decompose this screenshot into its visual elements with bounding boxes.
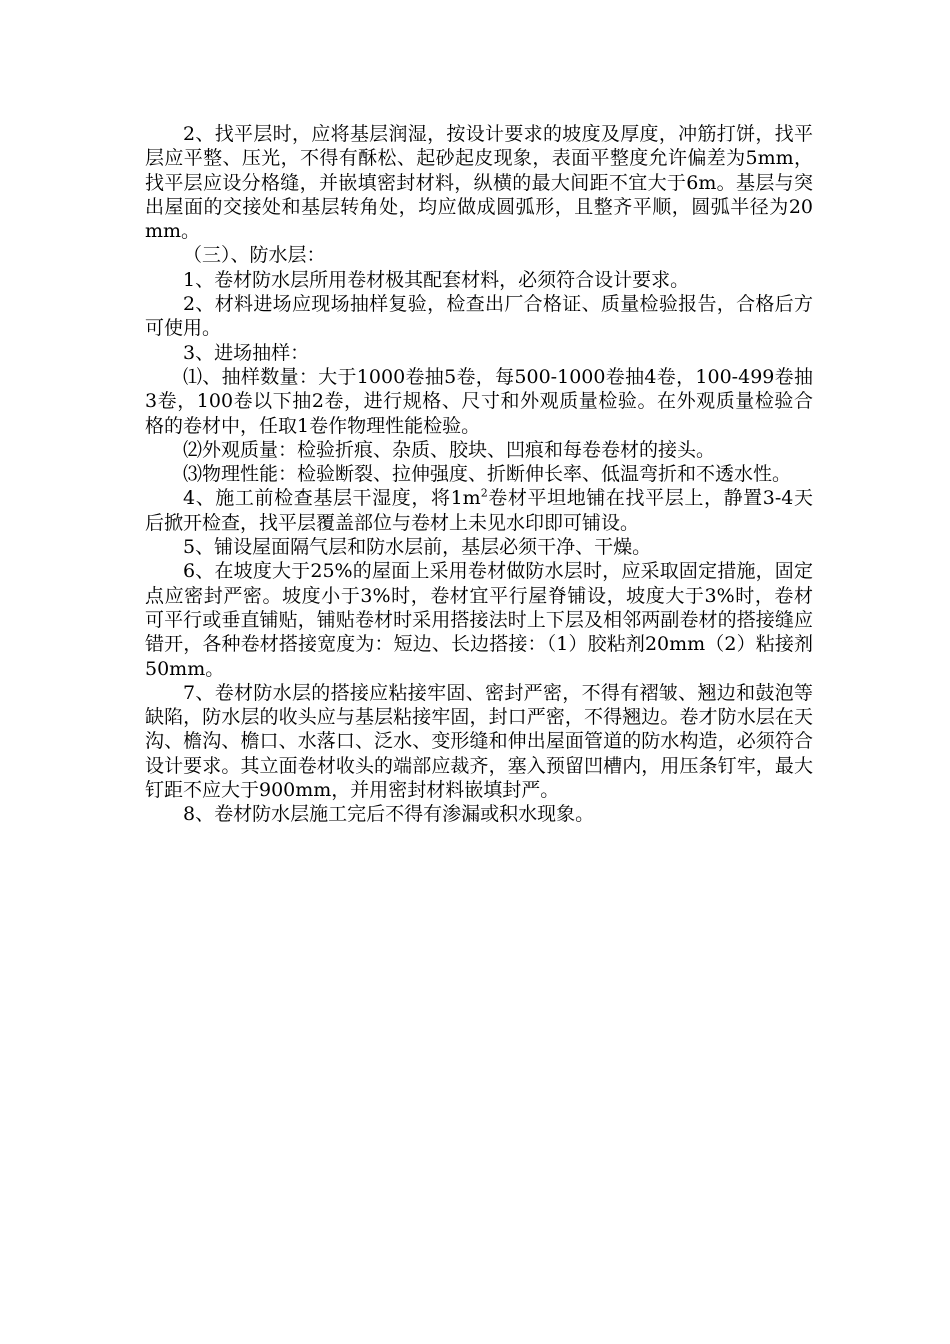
item-4-text-before: 4、施工前检查基层干湿度，将1m <box>183 487 481 510</box>
paragraph-item-1: 1、卷材防水层所用卷材极其配套材料，必须符合设计要求。 <box>183 268 690 291</box>
paragraph-item-4 <box>145 486 813 535</box>
paragraph-item-8: 8、卷材防水层施工完后不得有渗漏或积水现象。 <box>183 803 595 826</box>
superscript-squared: 2 <box>480 487 488 501</box>
item-4-text-after: 卷材平坦地铺在找平层上，静置3-4天后掀开检查，找平层覆盖部位与卷材上未见水印即可铺设。 <box>145 487 813 534</box>
document-page <box>145 122 813 827</box>
paragraph-leveling-layer: 2、找平层时，应将基层润湿，按设计要求的坡度及厚度，冲筋打饼，找平层应平整、压光，不得有酥松、起砂起皮现象，表面平整度允许偏差为5mm，找平层应设分格缝，并嵌填密封材料，纵横的最大间距不宜大于6m。基层与突出屋面的交接处和基层转角处，均应做成圆弧形，且整齐平顺，圆弧半径为20mm。 <box>145 123 813 243</box>
paragraph-item-5: 5、铺设屋面隔气层和防水层前，基层必须干净、干燥。 <box>183 536 652 559</box>
paragraph-item-6: 6、在坡度大于25%的屋面上采用卷材做防水层时，应采取固定措施，固定点应密封严密。坡度小于3%时，卷材宜平行屋脊铺设，坡度大于3%时，卷材可平行或垂直铺贴，铺贴卷材时采用搭接法时上下层及相邻两副卷材的搭接缝应错开，各种卷材搭接宽度为：短边、长边搭接：（1）胶粘剂20mm（2）粘接剂50mm。 <box>145 560 813 680</box>
section-heading-waterproof-layer: （三）、防水层： <box>183 244 326 267</box>
paragraph-item-7: 7、卷材防水层的搭接应粘接牢固、密封严密，不得有褶皱、翘边和鼓泡等缺陷，防水层的收头应与基层粘接牢固，封口严密，不得翘边。卷才防水层在天沟、檐沟、檐口、水落口、泛水、变形缝和伸出屋面管道的防水构造，必须符合设计要求。其立面卷材收头的端部应裁齐，塞入预留凹槽内，用压条钉牢，最大钉距不应大于900mm，并用密封材料嵌填封严。 <box>145 681 813 802</box>
paragraph-physical-properties: ⑶物理性能：检验断裂、拉伸强度、折断伸长率、低温弯折和不透水性。 <box>183 463 792 486</box>
paragraph-item-2: 2、材料进场应现场抽样复验，检查出厂合格证、质量检验报告，合格后方可使用。 <box>145 293 813 340</box>
paragraph-appearance-quality: ⑵外观质量：检验折痕、杂质、胶块、凹痕和每卷卷材的接头。 <box>183 438 716 461</box>
paragraph-sampling-quantity: ⑴、抽样数量：大于1000卷抽5卷，每500-1000卷抽4卷，100-499卷抽3卷，100卷以下抽2卷，进行规格、尺寸和外观质量检验。在外观质量检验合格的卷材中，任取1卷作物理性能检验。 <box>145 365 813 437</box>
paragraph-item-3: 3、进场抽样： <box>183 341 310 364</box>
